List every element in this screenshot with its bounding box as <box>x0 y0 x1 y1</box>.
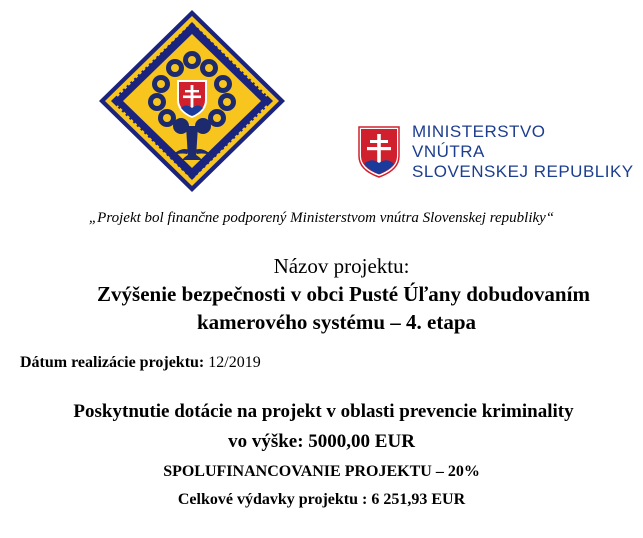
total-expenses: Celkové výdavky projektu : 6 251,93 EUR <box>177 491 466 508</box>
ministry-logo <box>356 122 634 192</box>
project-name-label: Názov projektu: <box>273 254 410 278</box>
project-title-line2: kamerového systému – 4. etapa <box>196 310 476 334</box>
cofinancing-note: SPOLUFINANCOVANIE PROJEKTU – 20% <box>163 463 480 480</box>
ministry-name-line1: MINISTERSTVO <box>412 122 546 141</box>
ministry-name-line2: VNÚTRA <box>412 142 485 161</box>
grant-amount-line <box>0 431 643 453</box>
grant-amount: 5000,00 EUR <box>308 431 415 452</box>
realization-date <box>20 353 261 372</box>
project-title-line1: Zvýšenie bezpečnosti v obci Pusté Úľany dobudovaním <box>97 282 590 306</box>
ministry-name-line3: SLOVENSKEJ REPUBLIKY <box>412 162 634 181</box>
police-emblem-icon <box>97 8 287 194</box>
funding-acknowledgement-quote: „Projekt bol finančne podporený Ministerstvom vnútra Slovenskej republiky“ <box>88 210 555 226</box>
realization-date-label: Dátum realizácie projektu: <box>20 354 205 371</box>
grant-amount-prefix: vo výške: <box>228 431 309 452</box>
grant-description: Poskytnutie dotácie na projekt v oblasti prevencie kriminality <box>73 401 574 422</box>
slovak-coat-of-arms-icon <box>358 126 400 178</box>
realization-date-value: 12/2019 <box>204 354 261 371</box>
